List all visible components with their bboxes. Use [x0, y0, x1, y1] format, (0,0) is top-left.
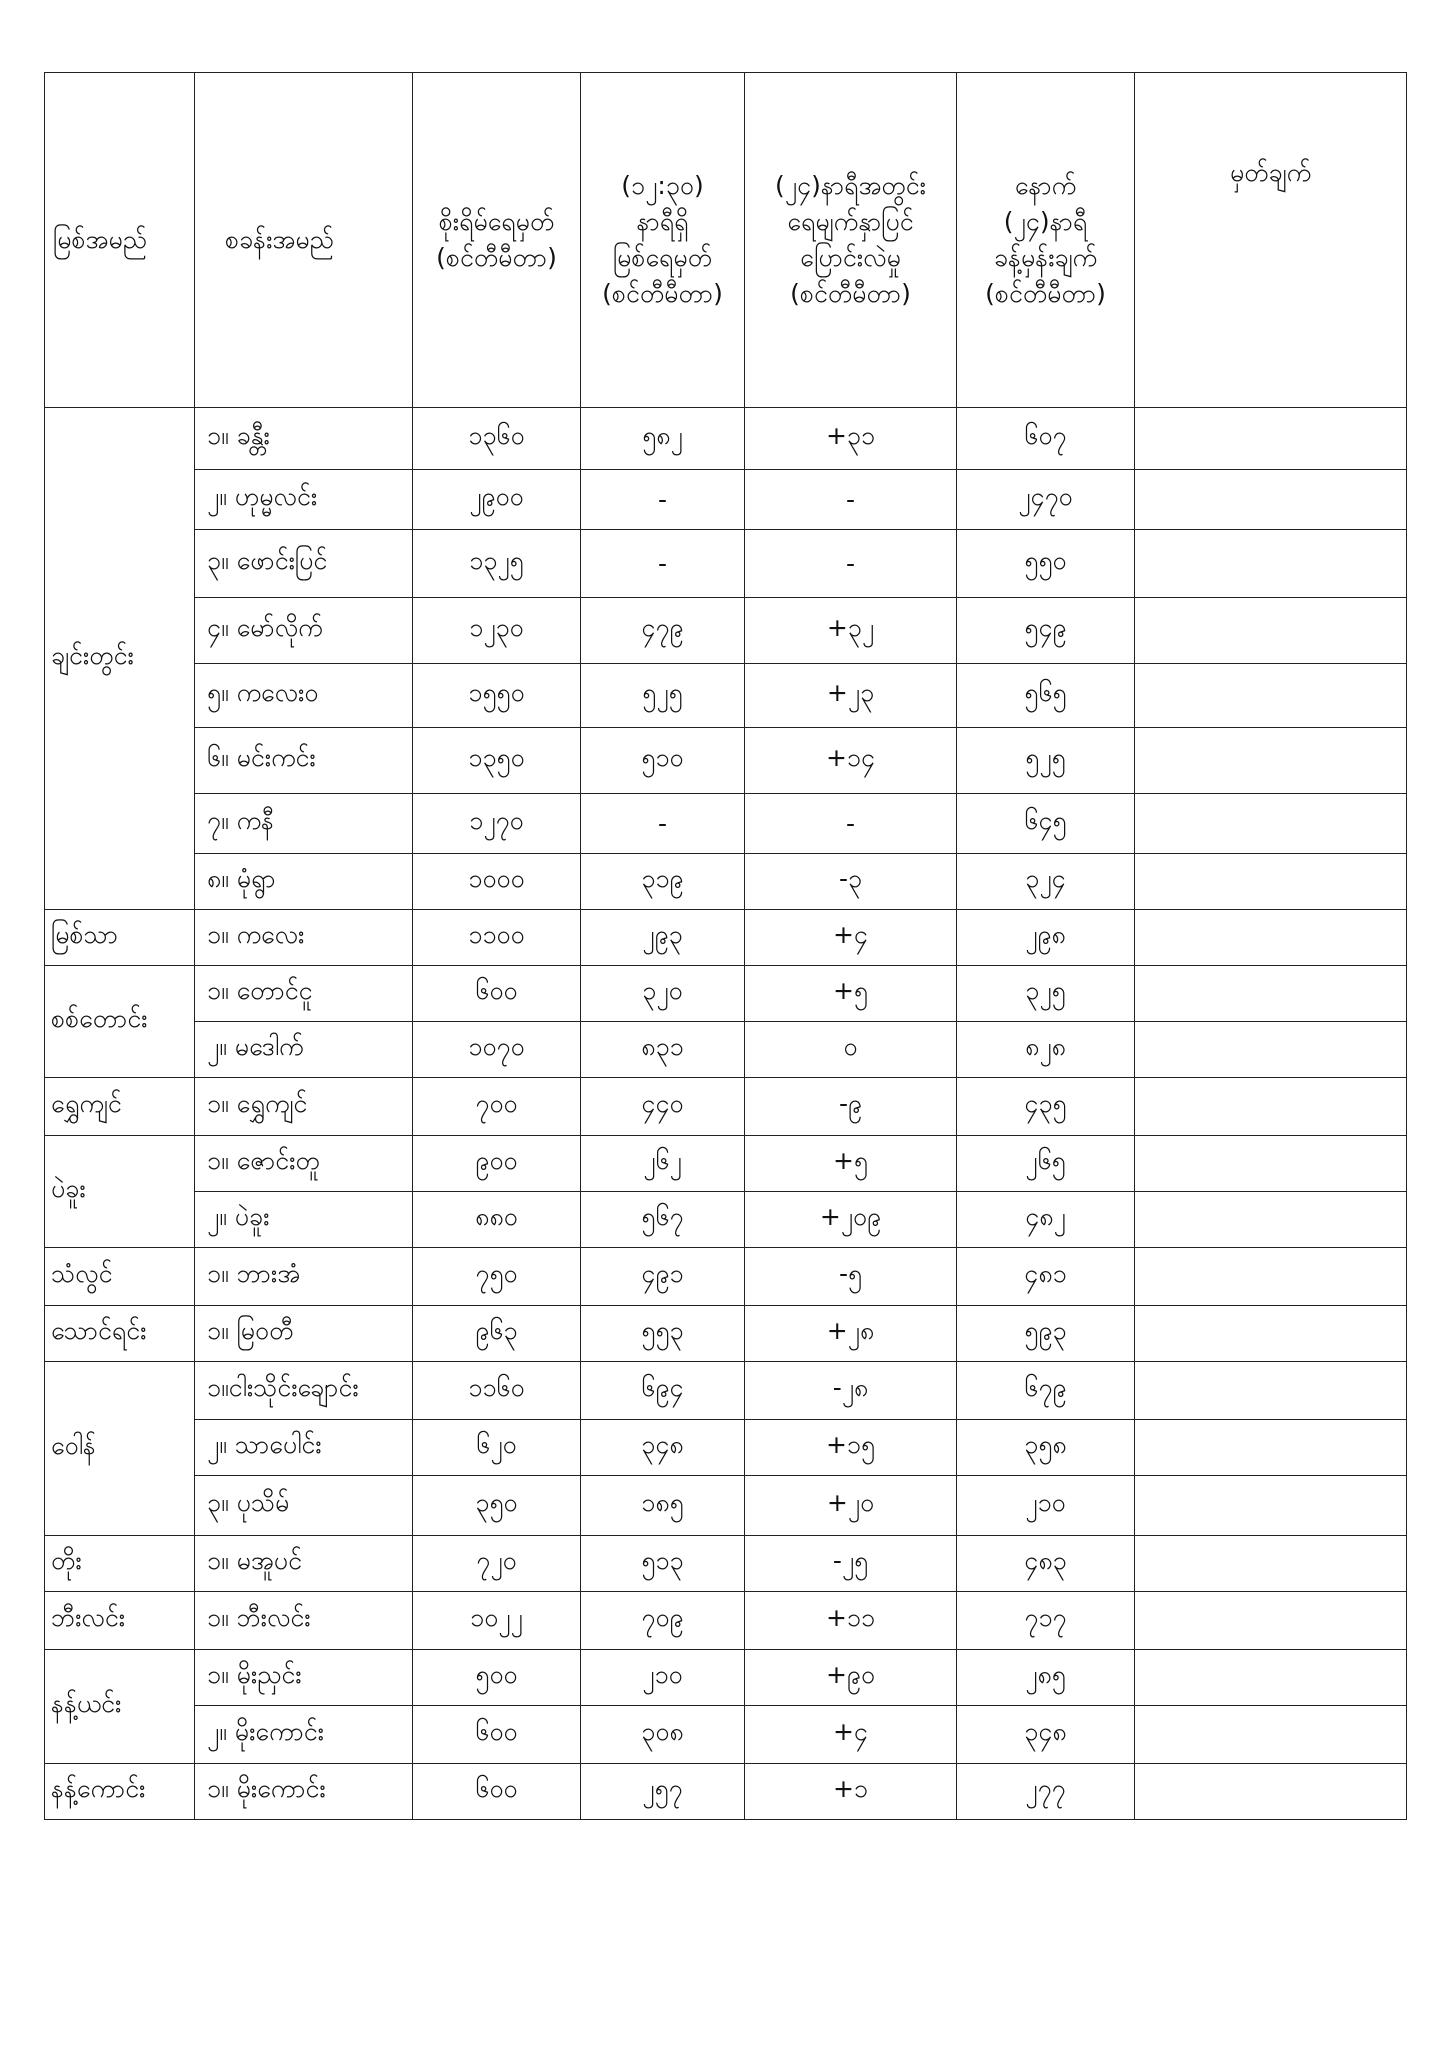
forecast-value: ၄၈၂ [957, 1192, 1135, 1248]
station-name: ၁။ မြဝတီ [195, 1306, 413, 1362]
water-level-value: ၈၃၁ [581, 1022, 745, 1078]
header-level-line2: နာရီရှိ [636, 207, 689, 236]
level-change-value: +၅ [745, 966, 957, 1022]
header-forecast-line3: ခန့်မှန်းချက် [993, 243, 1098, 272]
water-level-value: - [581, 470, 745, 530]
river-name: ဝေါန် [45, 1362, 195, 1536]
station-name: ၁။ ဇောင်းတူ [195, 1136, 413, 1192]
station-name: ၁။ မိုးညှင်း [195, 1650, 413, 1706]
header-change-line3: ပြောင်းလဲမှု [800, 243, 901, 272]
danger-level-value: ၁၂၇၀ [413, 794, 581, 854]
station-name: ၃။ ပုသိမ် [195, 1476, 413, 1536]
level-change-value: +၉၀ [745, 1650, 957, 1706]
table-header [45, 73, 1407, 408]
header-forecast-line1: နောက် [1014, 171, 1077, 200]
station-name: ၁။ ခန္တီး [195, 408, 413, 470]
level-change-value: -၅ [745, 1248, 957, 1306]
header-danger-unit: (စင်တီမီတာ) [436, 243, 557, 272]
water-level-value: ၅၁၃ [581, 1536, 745, 1592]
danger-level-value: ၁၀၂၂ [413, 1592, 581, 1650]
level-change-value: +၁၄ [745, 728, 957, 794]
forecast-value: ၅၂၅ [957, 728, 1135, 794]
water-level-value: - [581, 530, 745, 598]
remarks-value [1135, 1248, 1407, 1306]
remarks-value [1135, 910, 1407, 966]
river-name: မြစ်သာ [45, 910, 195, 966]
station-name: ၁။ငါးသိုင်းချောင်း [195, 1362, 413, 1420]
station-name: ၁။ ဘားအံ [195, 1248, 413, 1306]
table-row [45, 598, 1407, 664]
remarks-value [1135, 470, 1407, 530]
table-row [45, 530, 1407, 598]
header-change [745, 73, 957, 408]
station-name: ၃။ ဖောင်းပြင် [195, 530, 413, 598]
table-body [45, 408, 1407, 1820]
danger-level-value: ၇၂၀ [413, 1536, 581, 1592]
water-level-table [44, 72, 1407, 1820]
header-river: မြစ်အမည် [45, 73, 195, 408]
level-change-value: +၂၀ [745, 1476, 957, 1536]
forecast-value: ၂၇၇ [957, 1764, 1135, 1820]
level-change-value: - [745, 470, 957, 530]
river-name: ဘီးလင်း [45, 1592, 195, 1650]
table-row [45, 408, 1407, 470]
water-level-value: ၃၄၈ [581, 1420, 745, 1476]
water-level-value: ၃၀၈ [581, 1706, 745, 1764]
table-row [45, 470, 1407, 530]
table-row [45, 966, 1407, 1022]
station-name: ၆။ မင်းကင်း [195, 728, 413, 794]
header-remarks: မှတ်ချက် [1135, 73, 1407, 408]
remarks-value [1135, 664, 1407, 728]
remarks-value [1135, 1592, 1407, 1650]
table-row [45, 1476, 1407, 1536]
water-level-value: ၄၉၁ [581, 1248, 745, 1306]
forecast-value: ၈၂၈ [957, 1022, 1135, 1078]
station-name: ၁။ ကလေး [195, 910, 413, 966]
header-station: စခန်းအမည် [195, 73, 413, 408]
danger-level-value: ၆၀၀ [413, 966, 581, 1022]
danger-level-value: ၁၁၆၀ [413, 1362, 581, 1420]
station-name: ၂။ ပဲခူး [195, 1192, 413, 1248]
danger-level-value: ၂၉၀၀ [413, 470, 581, 530]
remarks-value [1135, 1536, 1407, 1592]
forecast-value: ၂၁၀ [957, 1476, 1135, 1536]
header-forecast-unit: (စင်တီမီတာ) [985, 279, 1106, 308]
water-level-value: ၂၁၀ [581, 1650, 745, 1706]
remarks-value [1135, 1420, 1407, 1476]
table-row [45, 910, 1407, 966]
danger-level-value: ၆၀၀ [413, 1764, 581, 1820]
forecast-value: ၅၅၀ [957, 530, 1135, 598]
danger-level-value: ၉၆၃ [413, 1306, 581, 1362]
remarks-value [1135, 1192, 1407, 1248]
forecast-value: ၅၆၅ [957, 664, 1135, 728]
table-row [45, 1362, 1407, 1420]
forecast-value: ၇၁၇ [957, 1592, 1135, 1650]
table-row [45, 794, 1407, 854]
remarks-value [1135, 1650, 1407, 1706]
table-row [45, 1420, 1407, 1476]
header-level-time: (၁၂:၃၀) [621, 171, 704, 200]
header-forecast [957, 73, 1135, 408]
forecast-value: ၃၂၅ [957, 966, 1135, 1022]
header-forecast-line2: (၂၄)နာရီ [1003, 207, 1088, 236]
remarks-value [1135, 1706, 1407, 1764]
table-row [45, 1136, 1407, 1192]
level-change-value: -၂၈ [745, 1362, 957, 1420]
station-name: ၁။ မအူပင် [195, 1536, 413, 1592]
water-level-value: ၄၇၉ [581, 598, 745, 664]
header-water-level [581, 73, 745, 408]
forecast-value: ၂၄၇၀ [957, 470, 1135, 530]
table-row [45, 1536, 1407, 1592]
river-name: နန့်ယင်း [45, 1650, 195, 1764]
forecast-value: ၃၂၄ [957, 854, 1135, 910]
table-row [45, 664, 1407, 728]
water-level-value: ၆၉၄ [581, 1362, 745, 1420]
remarks-value [1135, 728, 1407, 794]
remarks-value [1135, 1136, 1407, 1192]
danger-level-value: ၁၀၇၀ [413, 1022, 581, 1078]
danger-level-value: ၁၂၃၀ [413, 598, 581, 664]
water-level-value: ၅၆၇ [581, 1192, 745, 1248]
water-level-value: ၂၅၇ [581, 1764, 745, 1820]
danger-level-value: ၇၅၀ [413, 1248, 581, 1306]
water-level-value: ၂၆၂ [581, 1136, 745, 1192]
header-level-line3: မြစ်ရေမှတ် [612, 243, 713, 272]
water-level-value: ၃၁၉ [581, 854, 745, 910]
header-danger-line: စိုးရိမ်ရေမှတ် [438, 207, 555, 236]
forecast-value: ၄၈၃ [957, 1536, 1135, 1592]
river-name: သံလွင် [45, 1248, 195, 1306]
river-name: ပဲခူး [45, 1136, 195, 1248]
station-name: ၄။ မော်လိုက် [195, 598, 413, 664]
table-row [45, 1192, 1407, 1248]
forecast-value: ၆၇၉ [957, 1362, 1135, 1420]
remarks-value [1135, 1476, 1407, 1536]
level-change-value: -၉ [745, 1078, 957, 1136]
danger-level-value: ၁၀၀၀ [413, 854, 581, 910]
water-level-value: ၃၂၀ [581, 966, 745, 1022]
station-name: ၁။ ရွှေကျင် [195, 1078, 413, 1136]
danger-level-value: ၆၂၀ [413, 1420, 581, 1476]
danger-level-value: ၁၃၅၀ [413, 728, 581, 794]
level-change-value: +၃၁ [745, 408, 957, 470]
water-level-value: ၅၈၂ [581, 408, 745, 470]
water-level-report [44, 72, 1406, 1803]
level-change-value: +၂၈ [745, 1306, 957, 1362]
level-change-value: -၂၅ [745, 1536, 957, 1592]
remarks-value [1135, 1764, 1407, 1820]
table-row [45, 1078, 1407, 1136]
forecast-value: ၅၉၃ [957, 1306, 1135, 1362]
forecast-value: ၄၈၁ [957, 1248, 1135, 1306]
header-change-line2: ရေမျက်နှာပြင် [787, 207, 914, 236]
level-change-value: - [745, 530, 957, 598]
table-row [45, 1248, 1407, 1306]
remarks-value [1135, 794, 1407, 854]
table-row [45, 1650, 1407, 1706]
forecast-value: ၅၄၉ [957, 598, 1135, 664]
table-row [45, 854, 1407, 910]
table-row [45, 1592, 1407, 1650]
table-row [45, 1764, 1407, 1820]
danger-level-value: ၅၀၀ [413, 1650, 581, 1706]
remarks-value [1135, 1078, 1407, 1136]
river-name: ရွှေကျင် [45, 1078, 195, 1136]
water-level-value: ၇၀၉ [581, 1592, 745, 1650]
water-level-value: - [581, 794, 745, 854]
remarks-value [1135, 1022, 1407, 1078]
danger-level-value: ၆၀၀ [413, 1706, 581, 1764]
station-name: ၇။ ကနီ [195, 794, 413, 854]
water-level-value: ၄၄၀ [581, 1078, 745, 1136]
forecast-value: ၂၉၈ [957, 910, 1135, 966]
header-level-unit: (စင်တီမီတာ) [602, 279, 723, 308]
forecast-value: ၂၆၅ [957, 1136, 1135, 1192]
table-row [45, 1022, 1407, 1078]
forecast-value: ၆၀၇ [957, 408, 1135, 470]
river-name: သောင်ရင်း [45, 1306, 195, 1362]
danger-level-value: ၁၃၆၀ [413, 408, 581, 470]
table-row [45, 1306, 1407, 1362]
river-name: စစ်တောင်း [45, 966, 195, 1078]
river-name: တိုး [45, 1536, 195, 1592]
remarks-value [1135, 1362, 1407, 1420]
river-name: နန့်ကောင်း [45, 1764, 195, 1820]
level-change-value: +၄ [745, 910, 957, 966]
remarks-value [1135, 530, 1407, 598]
remarks-value [1135, 854, 1407, 910]
level-change-value: +၁၅ [745, 1420, 957, 1476]
danger-level-value: ၁၅၅၀ [413, 664, 581, 728]
level-change-value: +၄ [745, 1706, 957, 1764]
water-level-value: ၁၈၅ [581, 1476, 745, 1536]
level-change-value: -၃ [745, 854, 957, 910]
river-name: ချင်းတွင်း [45, 408, 195, 910]
station-name: ၁။ တောင်ငူ [195, 966, 413, 1022]
level-change-value: +၅ [745, 1136, 957, 1192]
station-name: ၂။ မိုးကောင်း [195, 1706, 413, 1764]
remarks-value [1135, 966, 1407, 1022]
table-row [45, 1706, 1407, 1764]
level-change-value: ၀ [745, 1022, 957, 1078]
station-name: ၂။ မဒေါက် [195, 1022, 413, 1078]
forecast-value: ၃၅၈ [957, 1420, 1135, 1476]
water-level-value: ၅၅၃ [581, 1306, 745, 1362]
remarks-value [1135, 598, 1407, 664]
danger-level-value: ၈၈၀ [413, 1192, 581, 1248]
station-name: ၅။ ကလေးဝ [195, 664, 413, 728]
danger-level-value: ၃၅၀ [413, 1476, 581, 1536]
header-danger-level [413, 73, 581, 408]
forecast-value: ၆၄၅ [957, 794, 1135, 854]
danger-level-value: ၉၀၀ [413, 1136, 581, 1192]
station-name: ၈။ မုံရွာ [195, 854, 413, 910]
header-change-unit: (စင်တီမီတာ) [790, 279, 911, 308]
level-change-value: +၁၁ [745, 1592, 957, 1650]
level-change-value: +၁ [745, 1764, 957, 1820]
water-level-value: ၅၂၅ [581, 664, 745, 728]
remarks-value [1135, 408, 1407, 470]
water-level-value: ၂၉၃ [581, 910, 745, 966]
forecast-value: ၃၄၈ [957, 1706, 1135, 1764]
station-name: ၁။ မိုးကောင်း [195, 1764, 413, 1820]
forecast-value: ၂၈၅ [957, 1650, 1135, 1706]
header-change-line1: (၂၄)နာရီအတွင်း [775, 171, 926, 200]
station-name: ၁။ ဘီးလင်း [195, 1592, 413, 1650]
water-level-value: ၅၁၀ [581, 728, 745, 794]
level-change-value: - [745, 794, 957, 854]
level-change-value: +၃၂ [745, 598, 957, 664]
station-name: ၂။ ဟုမ္မလင်း [195, 470, 413, 530]
danger-level-value: ၁၁၀၀ [413, 910, 581, 966]
danger-level-value: ၁၃၂၅ [413, 530, 581, 598]
forecast-value: ၄၃၅ [957, 1078, 1135, 1136]
table-row [45, 728, 1407, 794]
station-name: ၂။ သာပေါင်း [195, 1420, 413, 1476]
danger-level-value: ၇၀၀ [413, 1078, 581, 1136]
level-change-value: +၂၃ [745, 664, 957, 728]
level-change-value: +၂၀၉ [745, 1192, 957, 1248]
remarks-value [1135, 1306, 1407, 1362]
